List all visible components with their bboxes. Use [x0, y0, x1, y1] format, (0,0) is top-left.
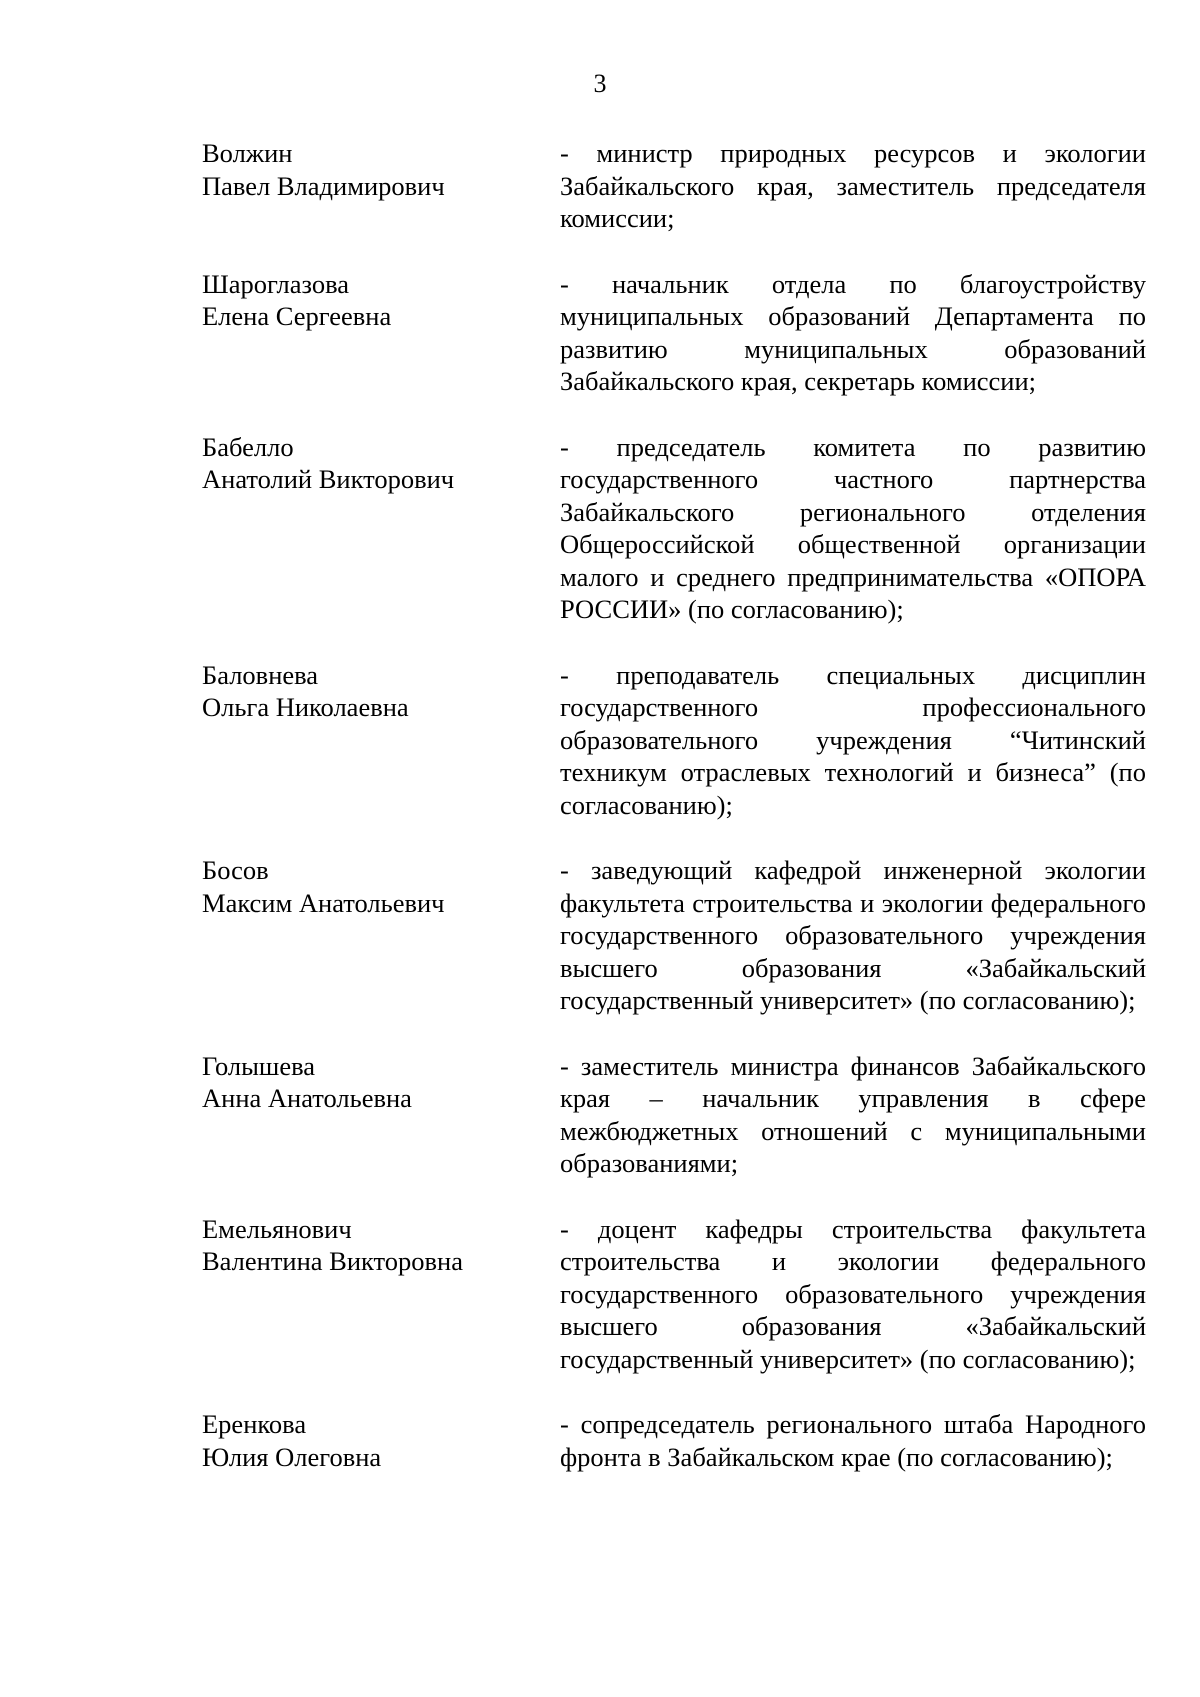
- member-entry: [202, 431, 1146, 626]
- member-name: [202, 1050, 560, 1115]
- member-entry: [202, 854, 1146, 1017]
- member-entry: [202, 659, 1146, 822]
- member-surname: Емельянович: [202, 1213, 352, 1244]
- page-number: 3: [593, 69, 607, 98]
- member-given-names: Юлия Олеговна: [202, 1441, 382, 1472]
- member-entry: [202, 1050, 1146, 1180]
- member-surname: Баловнева: [202, 659, 319, 690]
- member-surname: Голышева: [202, 1050, 316, 1081]
- member-given-names: Максим Анатольевич: [202, 887, 445, 918]
- member-given-names: Елена Сергеевна: [202, 301, 392, 331]
- commission-member-list: [202, 137, 1146, 1506]
- member-given-names: Ольга Николаевна: [202, 692, 409, 722]
- member-given-names: Анатолий Викторович: [202, 464, 455, 494]
- member-name: [202, 431, 560, 496]
- member-role: - председатель комитета по развитию государственного частного партнерства Забайкальского регионального отделения Общероссийской общественной организации малого и среднего предпринимательства «ОПОРА РОССИИ» (по согласованию);: [560, 431, 1146, 624]
- member-surname: Волжин: [202, 138, 293, 168]
- member-surname: Босов: [202, 855, 269, 885]
- member-entry: [202, 137, 1146, 235]
- member-role: - сопредседатель регионального штаба Народного фронта в Забайкальском крае (по согласованию);: [560, 1409, 1146, 1472]
- member-given-names: Валентина Викторовна: [202, 1246, 463, 1276]
- member-name: [202, 137, 560, 202]
- member-role: - министр природных ресурсов и экологии Забайкальского края, заместитель председателя комиссии;: [560, 138, 1146, 233]
- member-entry: [202, 268, 1146, 398]
- member-name: [202, 659, 560, 724]
- member-surname: Еренкова: [202, 1409, 307, 1439]
- member-name: [202, 1408, 560, 1473]
- member-role: - заведующий кафедрой инженерной экологии факультета строительства и экологии федерального государственного образовательного учреждения высшего образования «Забайкальский государственный университет» (по согласованию);: [560, 855, 1146, 1015]
- member-name: [202, 1213, 560, 1278]
- member-role: - начальник отдела по благоустройству муниципальных образований Департамента по развитию муниципальных образований Забайкальского края, секретарь комиссии;: [560, 268, 1146, 396]
- member-surname: Бабелло: [202, 431, 294, 462]
- member-entry: [202, 1408, 1146, 1473]
- member-surname: Шароглазова: [202, 268, 349, 299]
- member-given-names: Анна Анатольевна: [202, 1083, 412, 1113]
- member-given-names: Павел Владимирович: [202, 170, 445, 201]
- member-entry: [202, 1213, 1146, 1376]
- member-name: [202, 854, 560, 919]
- member-name: [202, 268, 560, 333]
- member-role: - заместитель министра финансов Забайкальского края – начальник управления в сфере межбюджетных отношений с муниципальными образованиями;: [560, 1050, 1146, 1178]
- member-role: - преподаватель специальных дисциплин государственного профессионального образовательного учреждения “Читинский техникум отраслевых технологий и бизнеса” (по согласованию);: [560, 659, 1146, 820]
- member-role: - доцент кафедры строительства факультета строительства и экологии федерального государственного образовательного учреждения высшего образования «Забайкальский государственный университет» (по согласованию);: [560, 1213, 1146, 1374]
